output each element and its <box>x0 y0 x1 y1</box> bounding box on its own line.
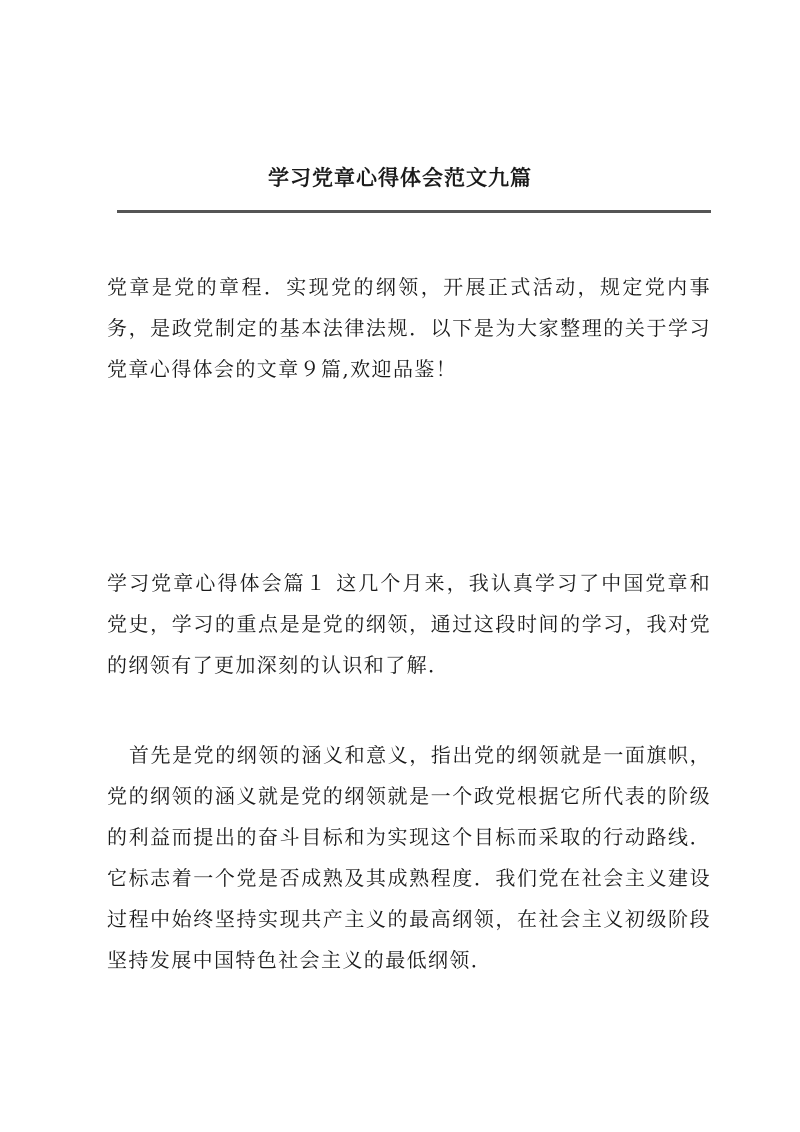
document-title: 学习党章心得体会范文九篇 <box>268 165 532 190</box>
intro-paragraph: 党章是党的章程．实现党的纲领，开展正式活动，规定党内事务，是政党制定的基本法律法规．以下是为大家整理的关于学习党章心得体会的文章９篇,欢迎品鉴！ <box>107 275 711 381</box>
title-divider <box>117 210 711 213</box>
section-2-paragraph: 首先是党的纲领的涵义和意义，指出党的纲领就是一面旗帜，党的纲领的涵义就是党的纲领就是一个政党根据它所代表的阶级的利益而提出的奋斗目标和为实现这个目标而采取的行动路线．它标志着一个党是否成熟及其成熟程度．我们党在社会主义建设过程中始终坚持实现共产主义的最高纲领，在社会主义初级阶段坚持发展中国特色社会主义的最低纲领． <box>107 743 711 972</box>
section-1-paragraph: 学习党章心得体会篇１ 这几个月来，我认真学习了中国党章和党史，学习的重点是是党的纲领，通过这段时间的学习，我对党的纲领有了更加深刻的认识和了解． <box>107 571 711 677</box>
